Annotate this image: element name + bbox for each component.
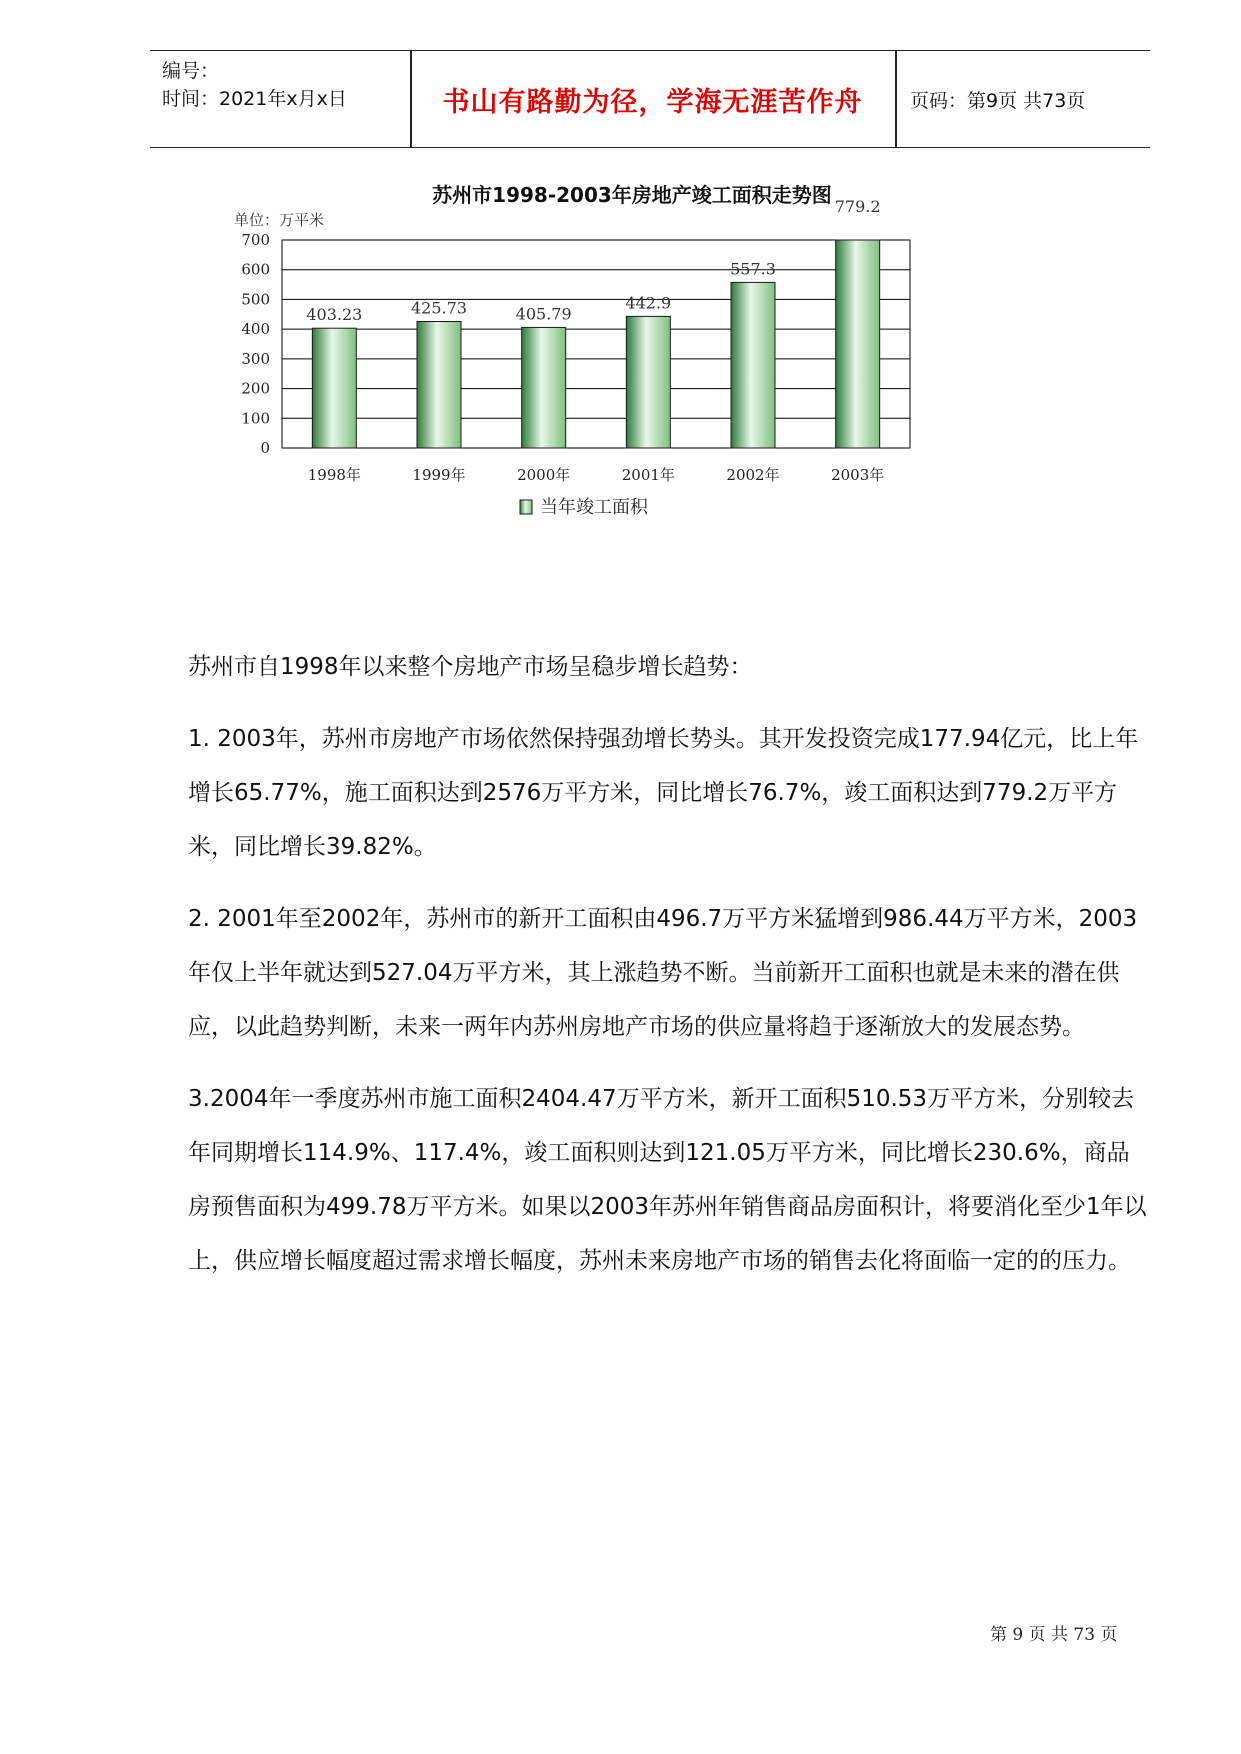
header-divider: [895, 51, 897, 147]
x-tick-label: 1998年: [307, 466, 361, 484]
y-tick-label: 700: [241, 231, 270, 249]
y-tick-label: 200: [241, 379, 270, 398]
data-label: 442.9: [625, 293, 672, 313]
paragraph: 苏州市自1998年以来整个房地产市场呈稳步增长趋势：: [188, 654, 753, 680]
header-page-info: 页码：第9页 共73页: [910, 89, 1086, 112]
data-label: 557.3: [730, 259, 776, 279]
x-tick-label: 2002年: [726, 466, 780, 484]
bar: [731, 282, 775, 448]
legend-label: 当年竣工面积: [540, 497, 648, 518]
bar-chart: [232, 180, 1032, 600]
x-tick-label: 1999年: [412, 466, 466, 484]
x-tick-label: 2003年: [831, 466, 885, 484]
bar: [836, 240, 880, 448]
y-tick-label: 300: [241, 349, 270, 368]
y-tick-label: 100: [241, 409, 270, 428]
paragraph: 2. 2001年至2002年，苏州市的新开工面积由496.7万平方米猛增到986.44万平方米，2003年仅上半年就达到527.04万平方米，其上涨趋势不断。当前新开工面积也就是未来的潜在供应，以此趋势判断，未来一两年内苏州房地产市场的供应量将趋于逐渐放大的发展态势。: [188, 906, 1138, 1040]
bar: [522, 327, 566, 448]
bar: [626, 316, 670, 448]
chart-title: 苏州市1998-2003年房地产竣工面积走势图: [432, 183, 832, 207]
data-label: 425.73: [411, 298, 467, 318]
plot-frame: [282, 240, 910, 448]
article-body: [188, 640, 1148, 1306]
data-label: 405.79: [515, 304, 572, 324]
paragraph: 1. 2003年，苏州市房地产市场依然保持强劲增长势头。其开发投资完成177.94亿元，比上年增长65.77%，施工面积达到2576万平方米，同比增长76.7%，竣工面积达到779.2万平方米，同比增长39.82%。: [188, 726, 1139, 860]
header-motto: 书山有路勤为径，学海无涯苦作舟: [442, 86, 863, 118]
y-tick-label: 500: [241, 290, 270, 309]
data-label: 779.2: [834, 197, 881, 216]
legend-swatch: [520, 500, 532, 514]
bar: [417, 321, 461, 448]
page-footer: 第 9 页 共 73 页: [990, 1625, 1118, 1645]
y-tick-label: 400: [241, 320, 270, 339]
chart-unit-label: 单位：万平米: [234, 211, 325, 229]
chart-svg: [232, 180, 1032, 600]
page-header: [150, 50, 1150, 148]
data-label: 403.23: [306, 305, 363, 325]
y-tick-label: 600: [241, 260, 270, 279]
y-tick-label: 0: [260, 439, 270, 457]
bar: [312, 328, 356, 448]
x-tick-label: 2000年: [517, 466, 571, 484]
paragraph: 3.2004年一季度苏州市施工面积2404.47万平方米，新开工面积510.53万平方米，分别较去年同期增长114.9%、117.4%，竣工面积则达到121.05万平方米，同比增长230.6%，商品房预售面积为499.78万平方米。如果以2003年苏州年销售商品房面积计，将要消化至少1年以上，供应增长幅度超过需求增长幅度，苏州未来房地产市场的销售去化将面临一定的的压力。: [188, 1086, 1147, 1274]
x-tick-label: 2001年: [621, 466, 675, 484]
code-label: 编号：: [162, 60, 220, 82]
header-meta: [162, 57, 347, 113]
time-label: 时间：2021年x月x日: [162, 88, 347, 110]
